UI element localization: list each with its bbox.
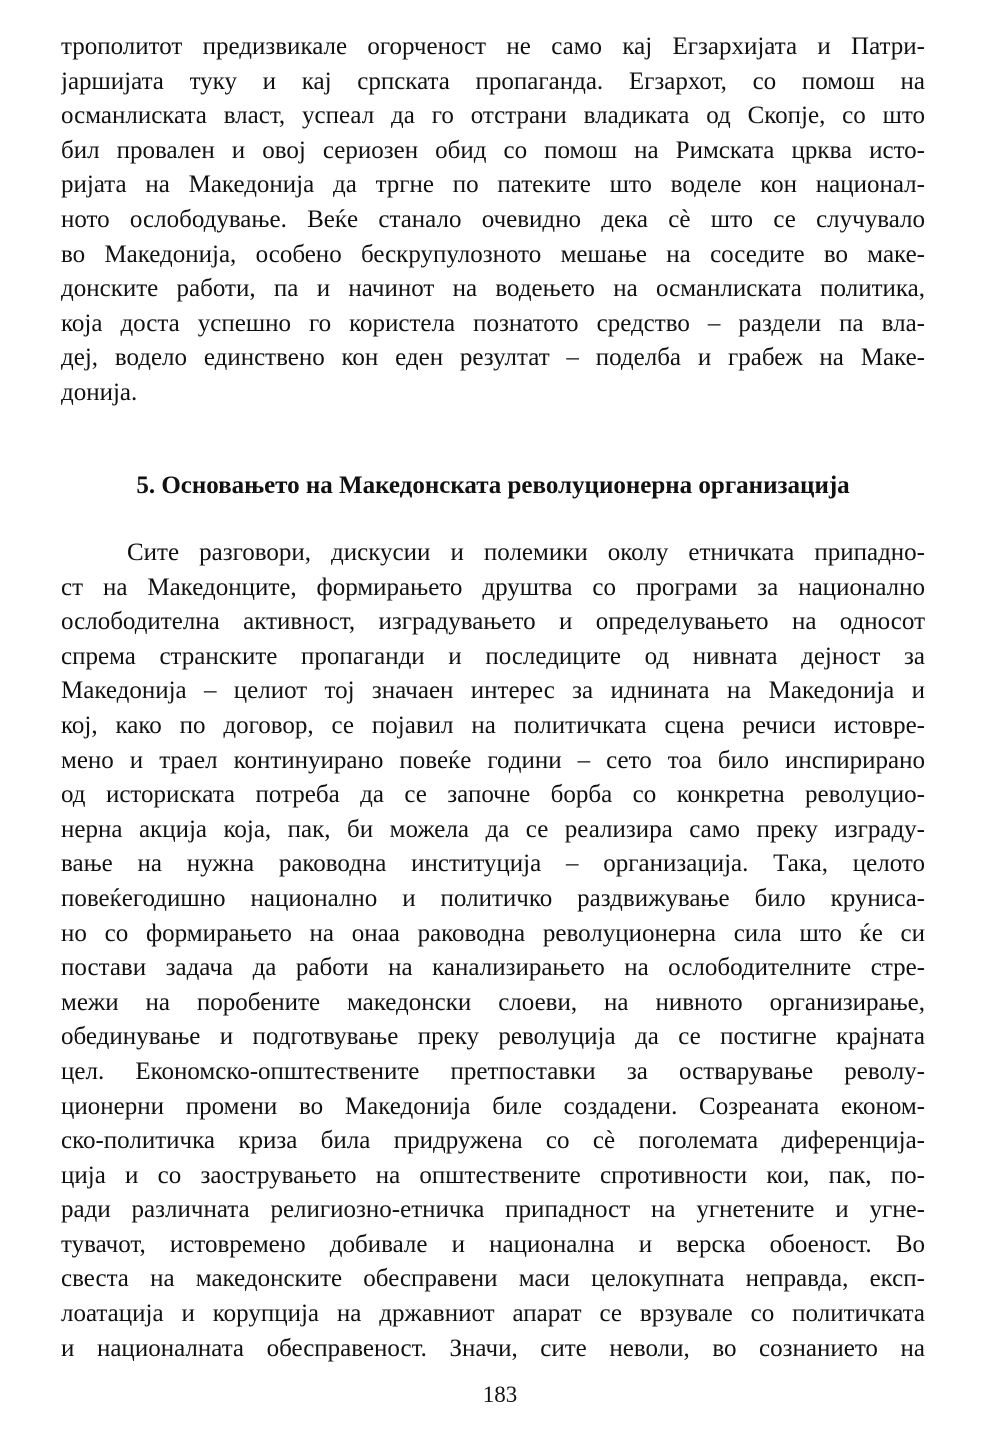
text-line: ријата на Македонија да тргне по патеките што воделе кон национал- [61,171,925,199]
text-line: Сите разговори, дискусии и полемики околу етничката припадно- [127,539,925,566]
text-line: османлиската власт, успеал да го отстрани владиката од Скопје, со што [61,102,925,130]
text-line: ско-политичка криза била придружена со сè поголемата диференција- [61,1127,925,1155]
text-line: обединување и подготвување преку револуција да се постигне крајната [61,1023,925,1051]
text-line: повеќегодишно национално и политичко раздвижување било круниса- [61,884,925,912]
text-line: мено и траел континуирано повеќе години – сето тоа било инспирирано [61,746,925,774]
text-line: ради различната религиозно-етничка припадност на угнетените и угне- [61,1196,925,1224]
text-line: постави задача да работи на канализирањето на ослободителните стре- [61,954,925,982]
text-line: ослободителна активност, изградувањето и определувањето на односот [61,608,925,636]
text-line: и националната обесправеност. Значи, сите неволи, во сознанието на [61,1334,925,1362]
text-line: бил провален и овој сериозен обид со помош на Римската црква исто- [61,136,925,164]
text-line: нерна акција која, пак, би можела да се реализира само преку изграду- [61,815,925,843]
text-line: трополитот предизвикале огорченост не само кај Егзархијата и Патри- [61,33,925,60]
text-line: донија. [61,378,138,406]
text-line: деј, водело единствено кон еден резултат – поделба и грабеж на Маке- [61,344,925,372]
section-heading: 5. Основањето на Македонската револуционерна организација [136,472,850,499]
text-line: ното ослободување. Веќе станало очевидно дека сè што се случувало [61,205,925,233]
text-line: Македонија – целиот тој значаен интерес за иднината на Македонија и [61,677,925,705]
text-line: јаршијата туку и кај српската пропаганда. Егзархот, со помош на [61,67,925,95]
text-line: межи на поробените македонски слоеви, на нивното организирање, [61,988,925,1016]
text-line: тувачот, истовремено добивале и национална и верска обоеност. Во [61,1230,925,1258]
text-line: во Македонија, особено бескрупулозното мешање на соседите во маке- [61,240,925,268]
text-line: ција и со заострувањето на општествените спротивности кои, пак, по- [61,1161,925,1189]
text-line: вање на нужна раководна институција – организација. Така, целото [61,850,925,878]
text-line: донските работи, па и начинот на водењето на османлиската политика, [61,275,925,303]
text-line: ционерни промени во Македонија биле создадени. Созреаната економ- [61,1092,925,1120]
text-line: но со формирањето на онаа раководна револуционерна сила што ќе си [61,919,925,947]
paragraph-continuation [61,30,925,411]
page-number: 183 [482,1382,518,1407]
text-line: лоатација и корупција на државниот апарат се врзувале со политичката [61,1300,925,1328]
text-line: од историската потреба да се започне борба со конкретна револуцио- [61,781,925,809]
text-line: ст на Македонците, формирањето друштва со програми за национално [61,573,925,601]
text-line: која доста успешно го користела познатото средство – раздели па вла- [61,309,925,337]
text-line: кој, како по договор, се појавил на политичката сцена речиси истовре- [61,711,925,739]
text-line: свеста на македонските обесправени маси целокупната неправда, експ- [61,1265,925,1293]
text-line: спрема странските пропаганди и последиците од нивната дејност за [61,642,925,670]
paragraph-main [61,536,925,1366]
text-line: цел. Економско-општествените претпоставки за остварување револу- [61,1057,925,1085]
